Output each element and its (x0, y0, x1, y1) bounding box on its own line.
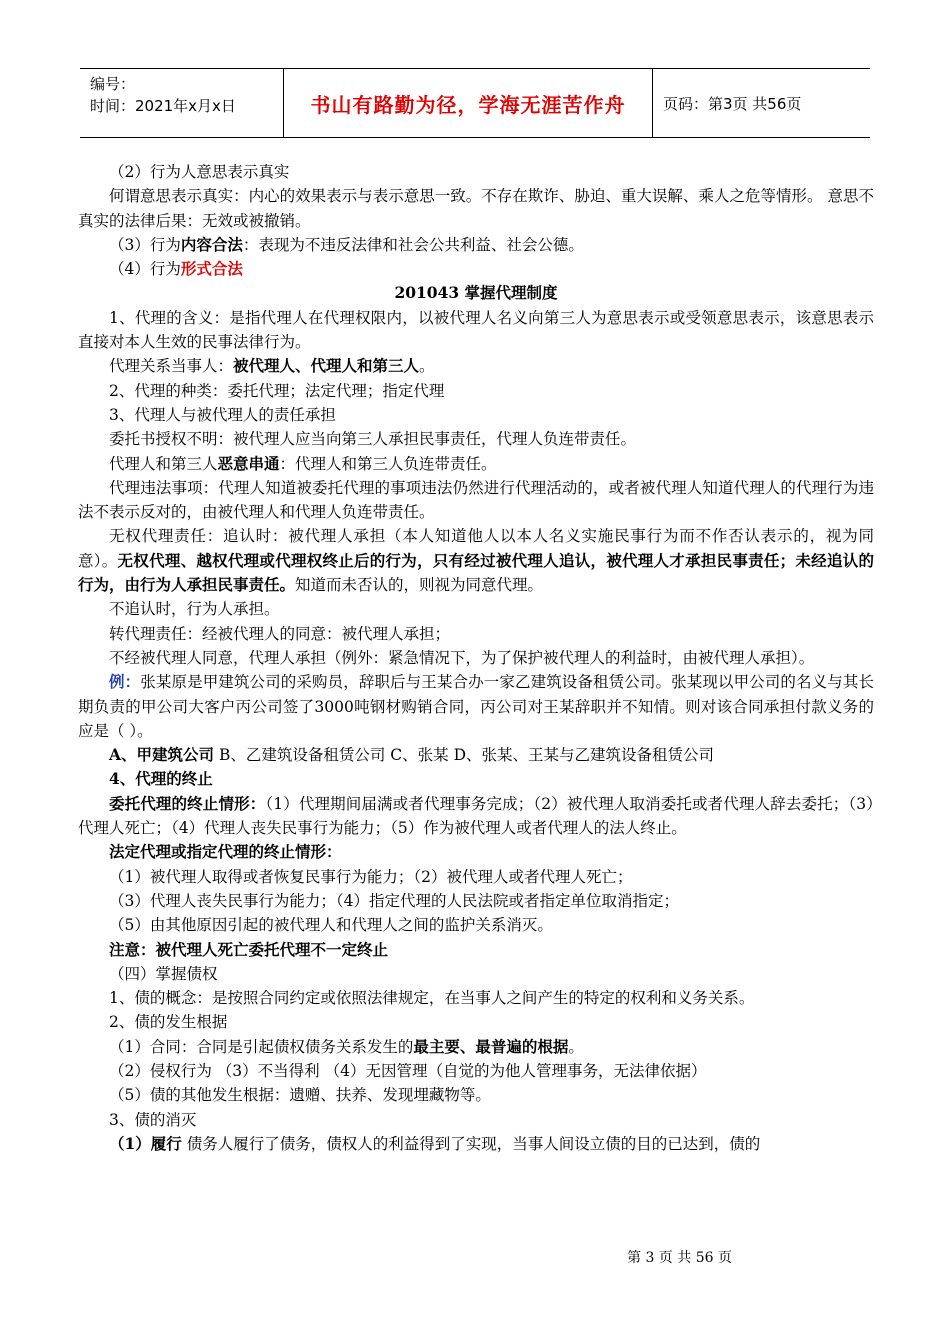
text-run: 1、代理的含义：是指代理人在代理权限内，以被代理人名义向第三人为意思表示或受领意思表示，该意思表示直接对本人生效的民事法律行为。 (78, 308, 874, 352)
text-run: 知道而未否认的，则视为同意代理。 (295, 576, 544, 595)
emphasis-text: 最主要、最普遍的根据 (413, 1036, 569, 1056)
paragraph (78, 962, 874, 986)
text-run: ：代理人和第三人负连带责任。 (279, 454, 497, 473)
emphasis-text: 4、代理的终止 (109, 769, 213, 789)
paragraph (78, 646, 874, 670)
text-run: 不经被代理人同意，代理人承担（例外：紧急情况下，为了保护被代理人的利益时，由被代理人承担）。 (109, 648, 815, 667)
paragraph (78, 865, 874, 889)
text-run: 3、债的消灭 (109, 1110, 197, 1129)
paragraph (78, 379, 874, 403)
paragraph (78, 160, 874, 184)
text-run: B、乙建筑设备租赁公司 C、张某 D、张某、王某与乙建筑设备租赁公司 (214, 746, 714, 765)
page-footer: 第 3 页 共 56 页 (627, 1250, 732, 1266)
emphasis-text: 无权代理、越权代理或代理权终止后的行为，只有经过被代理人追认，被代理人才承担民事责任；未经追认的行为，由行为人承担民事责任。 (78, 550, 874, 595)
text-run: （1）合同：合同是引起债权债务关系发生的 (109, 1037, 414, 1056)
paragraph (78, 476, 874, 525)
paragraph (78, 281, 874, 305)
text-run: 2、债的发生根据 (109, 1013, 228, 1032)
header-left (80, 69, 283, 137)
text-run: 。 (568, 1037, 584, 1056)
motto: 书山有路勤为径，学海无涯苦作舟 (283, 69, 653, 137)
time-label: 时间：2021年x月x日 (90, 97, 236, 115)
text-run: 2、代理的种类：委托代理；法定代理；指定代理 (109, 381, 445, 400)
text-run: 委托书授权不明：被代理人应当向第三人承担民事责任，代理人负连带责任。 (109, 430, 637, 449)
paragraph (78, 427, 874, 451)
paragraph (78, 403, 874, 427)
emphasis-text: A、甲建筑公司 (109, 745, 215, 765)
text-run: （2）侵权行为 （3）不当得利 （4）无因管理（自觉的为他人管理事务，无法律依据） (109, 1061, 707, 1080)
emphasis-text: 形式合法 (180, 259, 243, 279)
text-run: 张某原是甲建筑公司的采购员，辞职后与王某合办一家乙建筑设备租赁公司。张某现以甲公司的名义与其长期负责的甲公司大客户丙公司签了3000吨钢材购销合同，丙公司对王某辞职并不知情。则对该合同承担付款义务的应是（ ）。 (78, 673, 874, 740)
text-run: 3、代理人与被代理人的责任承担 (109, 405, 336, 424)
paragraph (78, 184, 874, 233)
paragraph (78, 792, 874, 841)
emphasis-text: 委托代理的终止情形： (109, 793, 266, 813)
text-run: 不追认时，行为人承担。 (109, 600, 280, 619)
page-header (80, 68, 870, 138)
text-run: 债务人履行了债务，债权人的利益得到了实现，当事人间设立债的目的已达到，债的 (181, 1134, 761, 1153)
text-run: 代理关系当事人： (109, 357, 234, 376)
text-run: （3）代理人丧失民事行为能力；（4）指定代理的人民法院或者指定单位取消指定； (109, 891, 679, 910)
text-run: 转代理责任：经被代理人的同意：被代理人承担； (109, 624, 451, 643)
text-run: （1）被代理人取得或者恢复民事行为能力；（2）被代理人或者代理人死亡； (109, 867, 633, 886)
text-run: 201043 掌握代理制度 (394, 283, 558, 303)
document-body (78, 160, 874, 1156)
paragraph (78, 913, 874, 937)
text-run: 1、债的概念：是按照合同约定或依照法律规定，在当事人之间产生的特定的权利和义务关系。 (109, 989, 755, 1008)
text-run: 无权代理责任：追认时：被代理人承担（本人知道他人以本人名义实施民事行为而不作否认表示的，视为同意）。 (78, 527, 874, 570)
paragraph (78, 670, 874, 743)
emphasis-text: 例： (109, 672, 141, 692)
emphasis-text: 内容合法 (180, 234, 243, 254)
emphasis-text: 恶意串通 (217, 453, 280, 473)
paragraph (78, 257, 874, 281)
paragraph (78, 452, 874, 476)
paragraph (78, 233, 874, 257)
text-run: （四）掌握债权 (109, 964, 218, 983)
page-number-label: 页码：第3页 共56页 (663, 94, 802, 113)
paragraph (78, 938, 874, 962)
text-run: 代理人和第三人 (109, 454, 218, 473)
emphasis-text: （1）履行 (109, 1133, 182, 1153)
emphasis-text: 被代理人、代理人和第三人 (233, 356, 420, 376)
text-run: （4）行为 (109, 260, 181, 279)
text-run: （5）债的其他发生根据：遗赠、扶养、发现埋藏物等。 (109, 1086, 491, 1105)
paragraph (78, 840, 874, 864)
emphasis-text: 法定代理或指定代理的终止情形： (109, 842, 342, 862)
paragraph (78, 743, 874, 767)
paragraph (78, 1132, 874, 1156)
number-label: 编号： (90, 75, 136, 93)
paragraph (78, 306, 874, 355)
text-run: ：表现为不违反法律和社会公共利益、社会公德。 (242, 235, 584, 254)
paragraph (78, 354, 874, 378)
text-run: 何谓意思表示真实：内心的效果表示与表示意思一致。不存在欺诈、胁迫、重大误解、乘人之危等情形。 意思不真实的法律后果：无效或被撤销。 (78, 187, 874, 230)
paragraph (78, 889, 874, 913)
paragraph (78, 622, 874, 646)
paragraph (78, 1035, 874, 1059)
text-run: 。 (419, 357, 435, 376)
paragraph (78, 767, 874, 791)
paragraph (78, 1083, 874, 1107)
text-run: 代理违法事项：代理人知道被委托代理的事项违法仍然进行代理活动的，或者被代理人知道代理人的代理行为违法不表示反对的，由被代理人和代理人负连带责任。 (78, 478, 874, 522)
text-run: （3）行为 (109, 235, 181, 254)
paragraph (78, 986, 874, 1010)
text-run: （1）代理期间届满或者代理事务完成；（2）被代理人取消委托或者代理人辞去委托；（3）代理人死亡；（4）代理人丧失民事行为能力；（5）作为被代理人或者代理人的法人终止。 (78, 794, 874, 838)
text-run: （2）行为人意思表示真实 (109, 163, 290, 181)
paragraph (78, 524, 874, 597)
paragraph (78, 597, 874, 621)
paragraph (78, 1108, 874, 1132)
paragraph (78, 1059, 874, 1083)
emphasis-text: 注意：被代理人死亡委托代理不一定终止 (109, 939, 389, 959)
paragraph (78, 1010, 874, 1034)
text-run: （5）由其他原因引起的被代理人和代理人之间的监护关系消灭。 (109, 916, 553, 935)
